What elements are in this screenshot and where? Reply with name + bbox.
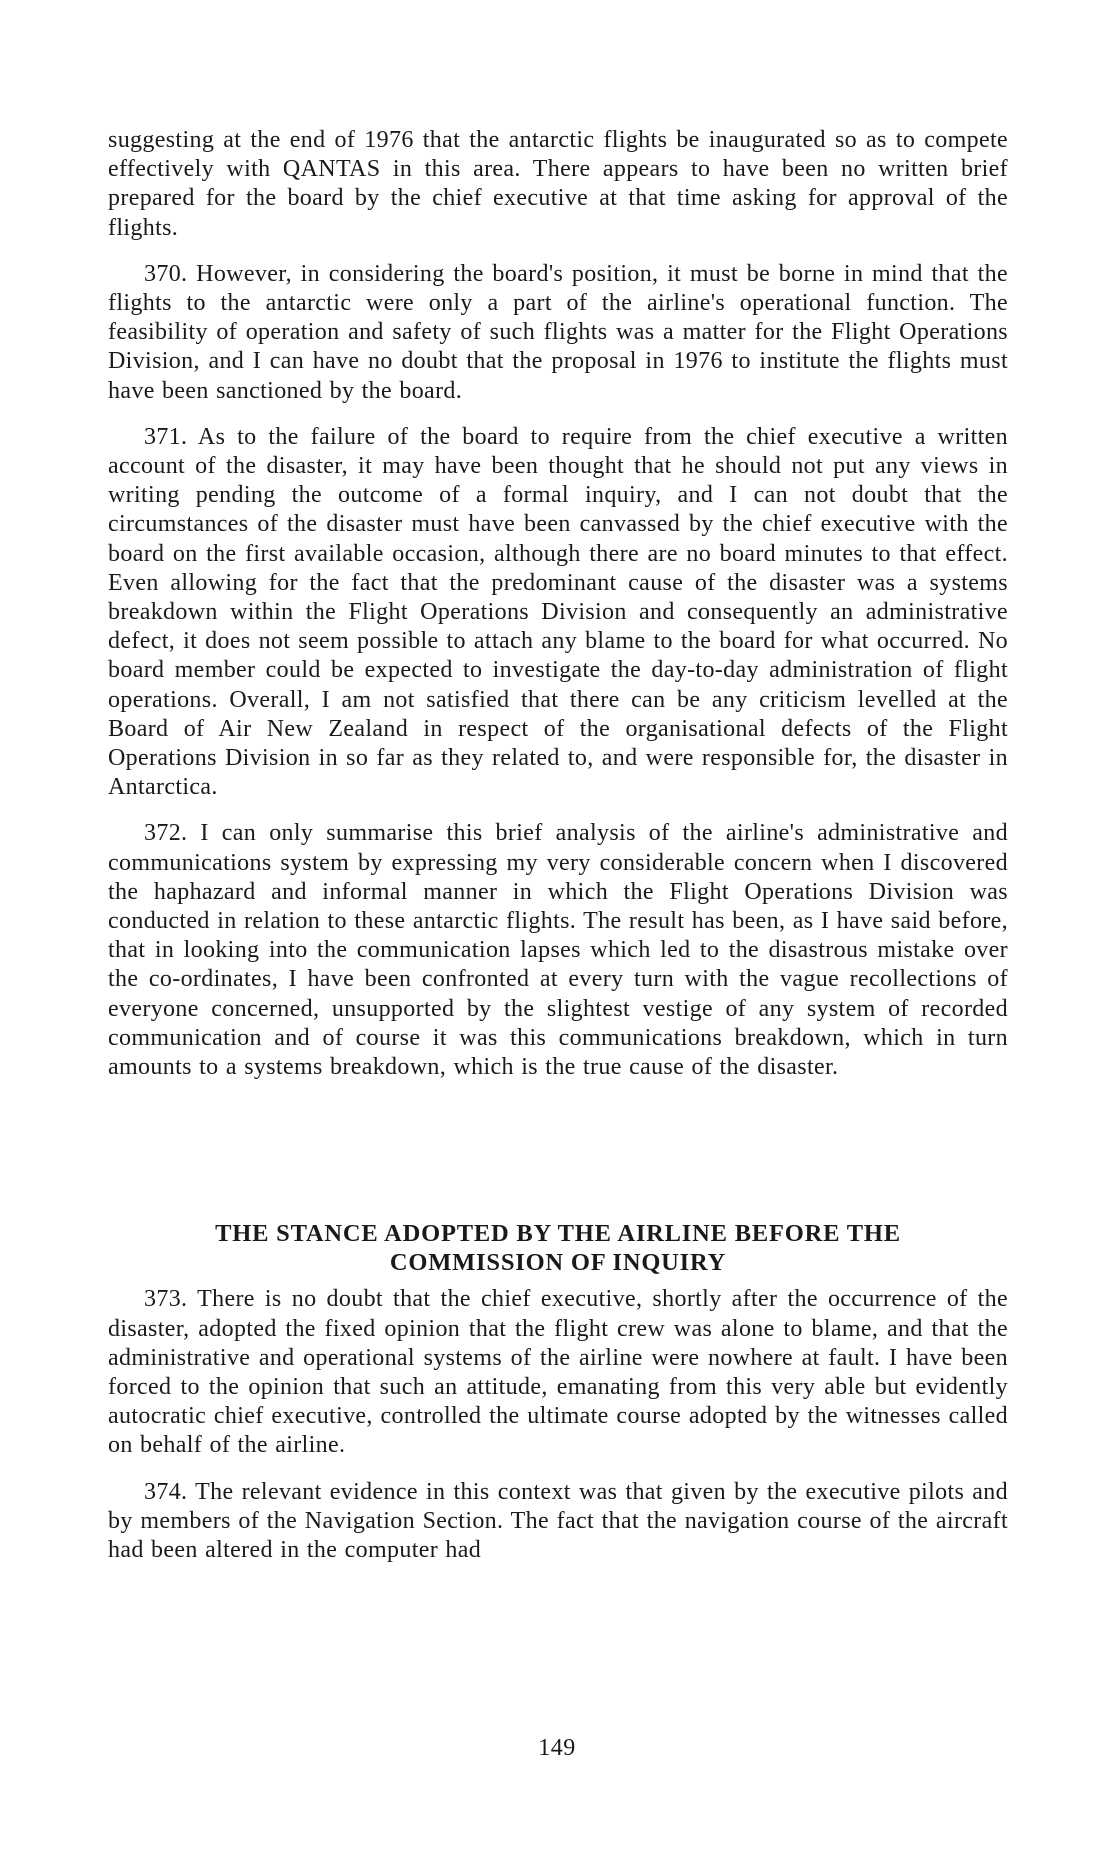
paragraph-continued: suggesting at the end of 1976 that the antarctic flights be inaugurated so as to compete effectively with QANTAS in this area. There appears to have been no written brief prepared for the board by the chief executive at that time asking for approval of the flights.	[108, 127, 1008, 241]
paragraph-374: 374. The relevant evidence in this context was that given by the executive pilots and by members of the Navigation Section. The fact that the navigation course of the aircraft had been altered in the computer had	[108, 1478, 1008, 1563]
section-heading-line-2: COMMISSION OF INQUIRY	[389, 1249, 727, 1277]
section-heading	[108, 1219, 1008, 1277]
page-number: 149	[538, 1735, 576, 1761]
section-spacer	[108, 1099, 1008, 1219]
page-content	[108, 126, 1008, 1582]
paragraph-372: 372. I can only summarise this brief analysis of the airline's administrative and communications system by expressing my very considerable concern when I discovered the haphazard and informal manner in which the Flight Operations Division was conducted in relation to these antarctic flights. The result has been, as I have said before, that in looking into the communication lapses which led to the disastrous mistake over the co-ordinates, I have been confronted at every turn with the vague recollections of everyone concerned, unsupported by the slightest vestige of any system of recorded communication and of course it was this communications breakdown, which in turn amounts to a systems breakdown, which is the true cause of the disaster.	[108, 820, 1008, 1081]
paragraph-373: 373. There is no doubt that the chief executive, shortly after the occurrence of the disaster, adopted the fixed opinion that the flight crew was alone to blame, and that the administrative and operational systems of the airline were nowhere at fault. I have been forced to the opinion that such an attitude, emanating from this very able but evidently autocratic chief executive, controlled the ultimate course adopted by the witnesses called on behalf of the airline.	[108, 1286, 1008, 1459]
paragraph-370: 370. However, in considering the board's position, it must be borne in mind that the flights to the antarctic were only a part of the airline's operational function. The feasibility of operation and safety of such flights was a matter for the Flight Operations Division, and I can have no doubt that the proposal in 1976 to institute the flights must have been sanctioned by the board.	[108, 260, 1008, 404]
section-heading-line-1: THE STANCE ADOPTED BY THE AIRLINE BEFORE THE	[215, 1220, 901, 1248]
paragraph-371: 371. As to the failure of the board to require from the chief executive a written account of the disaster, it may have been thought that he should not put any views in writing pending the outcome of a formal inquiry, and I can not doubt that the circumstances of the disaster must have been canvassed by the chief executive with the board on the first available occasion, although there are no board minutes to that effect. Even allowing for the fact that the predominant cause of the disaster was a systems breakdown within the Flight Operations Division and consequently an administrative defect, it does not seem possible to attach any blame to the board for what occurred. No board member could be expected to investigate the day-to-day administration of flight operations. Overall, I am not satisfied that there can be any criticism levelled at the Board of Air New Zealand in respect of the organisational defects of the Flight Operations Division in so far as they related to, and were responsible for, the disaster in Antarctica.	[108, 423, 1008, 801]
